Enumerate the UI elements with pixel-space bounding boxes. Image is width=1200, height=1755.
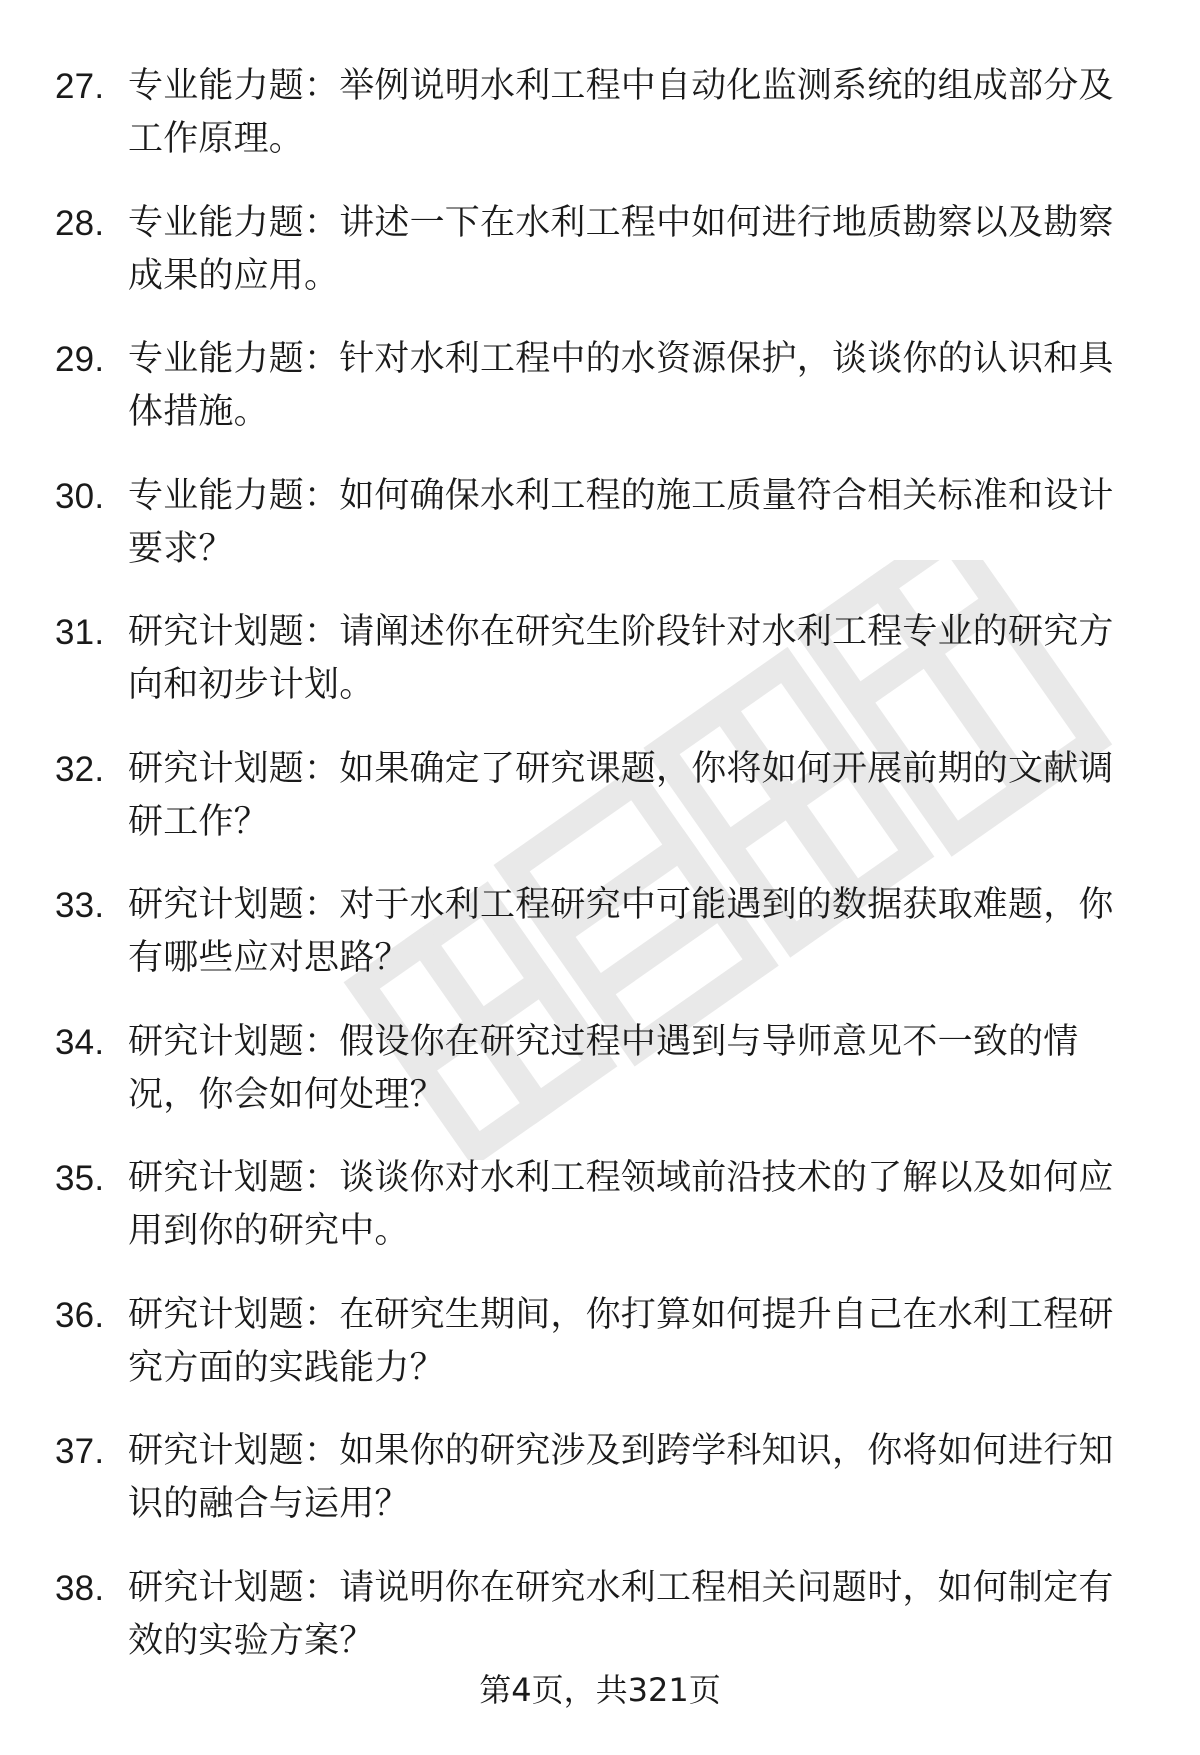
- list-item: [55, 606, 1145, 712]
- question-number: 35.: [55, 1159, 105, 1198]
- question-number: 33.: [55, 886, 105, 925]
- question-text: 专业能力题：针对水利工程中的水资源保护，谈谈你的认识和具体措施。: [128, 339, 1114, 432]
- question-list: [55, 60, 1145, 1698]
- question-text: 研究计划题：假设你在研究过程中遇到与导师意见不一致的情况，你会如何处理？: [128, 1021, 1079, 1115]
- question-text: 研究计划题：如果确定了研究课题，你将如何开展前期的文献调研工作？: [128, 748, 1114, 842]
- list-item: [55, 1152, 1145, 1258]
- question-number: 32.: [55, 749, 105, 789]
- list-item: [55, 1016, 1145, 1122]
- question-text: 研究计划题：如果你的研究涉及到跨学科知识，你将如何进行知识的融合与运用？: [128, 1431, 1114, 1524]
- list-item: [55, 1425, 1145, 1531]
- question-text: 专业能力题：讲述一下在水利工程中如何进行地质勘察以及勘察成果的应用。: [128, 202, 1114, 296]
- list-item: [55, 879, 1145, 985]
- list-item: [55, 470, 1145, 576]
- question-text: 研究计划题：请阐述你在研究生阶段针对水利工程专业的研究方向和初步计划。: [128, 612, 1114, 705]
- question-number: 27.: [55, 67, 105, 106]
- list-item: [55, 197, 1145, 303]
- list-item: [55, 1562, 1145, 1668]
- question-number: 31.: [55, 613, 105, 652]
- list-item: [55, 60, 1145, 166]
- question-number: 30.: [55, 476, 105, 516]
- question-text: 研究计划题：对于水利工程研究中可能遇到的数据获取难题，你有哪些应对思路？: [128, 885, 1114, 978]
- question-text: 专业能力题：举例说明水利工程中自动化监测系统的组成部分及工作原理。: [128, 66, 1114, 159]
- question-number: 34.: [55, 1022, 105, 1062]
- question-text: 研究计划题：请说明你在研究水利工程相关问题时，如何制定有效的实验方案？: [128, 1567, 1114, 1661]
- question-number: 29.: [55, 340, 105, 379]
- question-text: 研究计划题：谈谈你对水利工程领域前沿技术的了解以及如何应用到你的研究中。: [128, 1158, 1114, 1251]
- question-number: 37.: [55, 1432, 105, 1471]
- page-number-label: 第4页，共321页: [479, 1671, 721, 1709]
- question-number: 36.: [55, 1295, 105, 1335]
- question-text: 研究计划题：在研究生期间，你打算如何提升自己在水利工程研究方面的实践能力？: [128, 1294, 1114, 1388]
- list-item: [55, 743, 1145, 849]
- list-item: [55, 1289, 1145, 1395]
- question-number: 38.: [55, 1568, 105, 1608]
- page-footer: [0, 1670, 1200, 1710]
- list-item: [55, 333, 1145, 439]
- question-text: 专业能力题：如何确保水利工程的施工质量符合相关标准和设计要求？: [128, 475, 1114, 569]
- question-number: 28.: [55, 203, 105, 243]
